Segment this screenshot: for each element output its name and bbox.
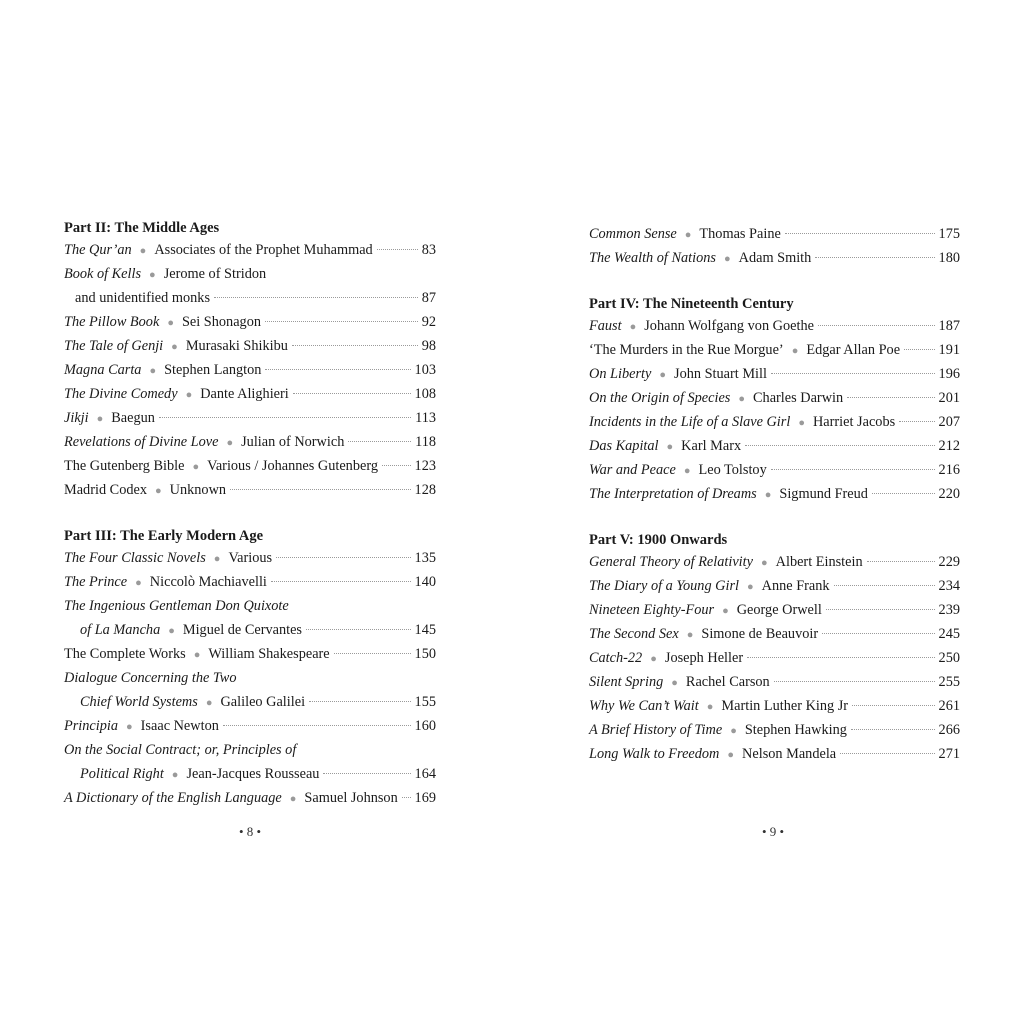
dot-leader [402,797,411,798]
toc-entry [589,622,960,646]
toc-entry [589,410,960,434]
entry-page-number: 212 [938,438,960,454]
dot-leader [899,421,934,422]
entry-author: Samuel Johnson [304,790,398,806]
bullet-separator-icon: ● [730,725,737,737]
section-heading: Part III: The Early Modern Age [64,528,264,544]
toc-entry [589,718,960,742]
bullet-separator-icon: ● [650,653,657,665]
entry-title: Madrid Codex [64,482,147,498]
entry-author: Johann Wolfgang von Goethe [644,318,814,334]
entry-page-number: 250 [938,650,960,666]
entry-page-number: 87 [421,290,436,306]
toc-entry [589,694,960,718]
dot-leader [872,493,935,494]
entry-page-number: 160 [414,718,436,734]
entry-author: Charles Darwin [753,390,844,406]
bullet-separator-icon: ● [764,489,772,501]
entry-title: Jikji [64,410,89,426]
entry-page-number: 234 [938,578,960,594]
entry-title: Silent Spring [589,674,664,690]
bullet-separator-icon: ● [683,465,691,477]
bullet-separator-icon: ● [167,317,174,329]
entry-page-number: 191 [938,342,960,358]
dot-leader [230,489,410,490]
entry-page-number: 140 [414,574,436,590]
entry-page-number: 239 [938,602,960,618]
entry-title: Chief World Systems [80,694,198,710]
entry-author: John Stuart Mill [674,366,767,382]
section-heading: Part V: 1900 Onwards [589,532,728,548]
dot-leader [815,257,934,258]
entry-title: Das Kapital [589,438,659,454]
dot-leader [771,373,935,374]
toc-entry [589,598,960,622]
entry-page-number: 98 [421,338,436,354]
bullet-separator-icon: ● [193,649,201,661]
toc-entry [64,454,436,478]
entry-page-number: 128 [414,482,436,498]
entry-author: Rachel Carson [685,674,770,690]
entry-page-number: 164 [414,766,436,782]
right-page-contents [589,222,960,766]
toc-entry [64,430,436,454]
entry-author: Miguel de Cervantes [182,622,302,638]
bullet-separator-icon: ● [723,253,731,265]
entry-title: Faust [589,318,622,334]
dot-leader [826,609,935,610]
dot-leader [745,445,934,446]
bullet-separator-icon: ● [149,365,157,377]
bullet-separator-icon: ● [727,749,735,761]
dot-leader [747,657,934,658]
entry-title: Revelations of Divine Love [64,434,219,450]
entry-title: The Tale of Genji [64,338,164,354]
entry-author: Karl Marx [681,438,742,454]
bullet-separator-icon: ● [760,557,768,569]
entry-title: The Ingenious Gentleman Don Quixote [64,598,289,614]
entry-author: Leo Tolstoy [698,462,767,478]
toc-entry [64,310,436,334]
entry-page-number: 229 [938,554,960,570]
toc-entry [589,742,960,766]
dot-leader [159,417,411,418]
bullet-separator-icon: ● [168,625,175,637]
entry-author: Jean-Jacques Rousseau [186,766,320,782]
toc-entry [64,358,436,382]
entry-title: Book of Kells [64,266,142,282]
dot-leader [774,681,935,682]
entry-title: Dialogue Concerning the Two [64,670,237,686]
bullet-separator-icon: ● [671,677,678,689]
entry-author: Julian of Norwich [241,434,345,450]
toc-entry [589,222,960,246]
entry-author: Thomas Paine [699,226,781,242]
bullet-separator-icon: ● [171,769,179,781]
bullet-separator-icon: ● [706,701,714,713]
dot-leader [377,249,418,250]
bullet-separator-icon: ● [747,581,754,593]
dot-leader [822,633,934,634]
entry-title: The Interpretation of Dreams [589,486,757,502]
entry-author: George Orwell [736,602,822,618]
bullet-separator-icon: ● [791,345,799,357]
toc-entry [589,338,960,362]
bullet-separator-icon: ● [149,269,156,281]
entry-author: Harriet Jacobs [812,414,896,430]
entry-title: Catch-22 [589,650,643,666]
entry-title: Political Right [80,766,164,782]
toc-entry [64,594,436,618]
entry-title: The Pillow Book [64,314,160,330]
dot-leader [223,725,411,726]
bullet-separator-icon: ● [135,577,142,589]
toc-entry [589,482,960,506]
entry-author: Stephen Langton [164,362,262,378]
entry-page-number: 220 [938,486,960,502]
entry-author: Anne Frank [761,578,830,594]
dot-leader [265,369,410,370]
entry-title: General Theory of Relativity [589,554,753,570]
toc-entry [64,478,436,502]
toc-entry [64,406,436,430]
entry-page-number: 103 [414,362,436,378]
entry-author: William Shakespeare [208,646,330,662]
toc-entry [64,262,436,286]
entry-page-number: 271 [938,746,960,762]
bullet-separator-icon: ● [289,793,297,805]
bullet-separator-icon: ● [722,605,729,617]
dot-leader [309,701,411,702]
entry-author: Adam Smith [738,250,812,266]
entry-title: War and Peace [589,462,676,478]
entry-author: Joseph Heller [664,650,744,666]
entry-author: Dante Alighieri [200,386,289,402]
entry-author: Associates of the Prophet Muhammad [154,242,373,258]
entry-author: Simone de Beauvoir [701,626,819,642]
bullet-separator-icon: ● [192,461,200,473]
entry-page-number: 196 [938,366,960,382]
dot-leader [348,441,411,442]
toc-entry [64,286,436,310]
entry-page-number: 83 [421,242,436,258]
bullet-separator-icon: ● [684,229,692,241]
bullet-separator-icon: ● [738,393,746,405]
bullet-separator-icon: ● [139,245,147,257]
dot-leader [840,753,934,754]
entry-author: Unknown [169,482,227,498]
dot-leader [847,397,934,398]
entry-author: Isaac Newton [140,718,219,734]
entry-title: On Liberty [589,366,652,382]
bullet-separator-icon: ● [659,369,667,381]
dot-leader [771,469,935,470]
toc-entry [64,666,436,690]
section-spacer [589,506,960,530]
toc-entry [589,458,960,482]
bullet-separator-icon: ● [629,321,637,333]
entry-page-number: 145 [414,622,436,638]
entry-author: Sei Shonagon [181,314,261,330]
section-spacer [64,502,436,526]
entry-author: Various / Johannes Gutenberg [207,458,378,474]
entry-page-number: 187 [938,318,960,334]
entry-page-number: 216 [938,462,960,478]
entry-page-number: 135 [414,550,436,566]
dot-leader [306,629,411,630]
entry-title: The Diary of a Young Girl [589,578,740,594]
dot-leader [904,349,934,350]
entry-title: Long Walk to Freedom [589,746,720,762]
entry-title: On the Social Contract; or, Principles of [64,742,297,758]
entry-author: Martin Luther King Jr [721,698,849,714]
toc-entry [64,642,436,666]
entry-title: The Qur’an [64,242,132,258]
entry-page-number: 150 [414,646,436,662]
entry-title: Common Sense [589,226,677,242]
bullet-separator-icon: ● [798,417,805,429]
dot-leader [323,773,410,774]
bullet-separator-icon: ● [686,629,694,641]
dot-leader [834,585,935,586]
entry-author: Various [228,550,273,566]
entry-title: Magna Carta [64,362,142,378]
entry-title: On the Origin of Species [589,390,731,406]
entry-title: Incidents in the Life of a Slave Girl [589,414,791,430]
entry-page-number: 201 [938,390,960,406]
toc-entry [589,362,960,386]
entry-title: The Complete Works [64,646,186,662]
toc-entry [589,434,960,458]
entry-author-continued: and unidentified monks [75,290,211,306]
entry-title: ‘The Murders in the Rue Morgue’ [589,342,784,358]
dot-leader [276,557,410,558]
toc-entry [64,714,436,738]
bullet-separator-icon: ● [213,553,221,565]
entry-page-number: 169 [414,790,436,806]
entry-title: The Second Sex [589,626,679,642]
bullet-separator-icon: ● [226,437,234,449]
toc-entry [64,618,436,642]
entry-author: Stephen Hawking [744,722,847,738]
dot-leader [271,581,411,582]
entry-title: Why We Can’t Wait [589,698,699,714]
toc-entry [64,334,436,358]
entry-page-number: 92 [421,314,436,330]
entry-author: Baegun [111,410,155,426]
entry-page-number: 266 [938,722,960,738]
entry-author: Murasaki Shikibu [185,338,288,354]
dot-leader [293,393,411,394]
entry-title: The Four Classic Novels [64,550,206,566]
bullet-separator-icon: ● [205,697,213,709]
section-spacer [589,270,960,294]
entry-title: Principia [64,718,119,734]
bullet-separator-icon: ● [155,485,162,497]
toc-entry [64,570,436,594]
entry-title: of La Mancha [80,622,161,638]
bullet-separator-icon: ● [666,441,674,453]
dot-leader [265,321,418,322]
entry-page-number: 155 [414,694,436,710]
toc-entry [589,386,960,410]
entry-page-number: 207 [938,414,960,430]
bullet-separator-icon: ● [185,389,193,401]
entry-page-number: 180 [938,250,960,266]
dot-leader [382,465,411,466]
entry-title: Nineteen Eighty-Four [589,602,715,618]
entry-author: Edgar Allan Poe [806,342,901,358]
toc-entry [64,690,436,714]
entry-page-number: 118 [415,434,436,450]
section-heading: Part IV: The Nineteenth Century [589,296,794,312]
toc-entry [589,646,960,670]
entry-page-number: 175 [938,226,960,242]
dot-leader [214,297,418,298]
entry-page-number: 113 [415,410,436,426]
toc-entry [64,382,436,406]
dot-leader [292,345,418,346]
entry-title: The Divine Comedy [64,386,178,402]
dot-leader [334,653,411,654]
entry-page-number: 255 [938,674,960,690]
entry-author: Albert Einstein [775,554,863,570]
entry-title: The Wealth of Nations [589,250,716,266]
entry-title: The Gutenberg Bible [64,458,185,474]
toc-entry [589,574,960,598]
entry-page-number: 245 [938,626,960,642]
entry-page-number: 123 [414,458,436,474]
entry-author: Sigmund Freud [779,486,868,502]
toc-entry [64,762,436,786]
dot-leader [867,561,935,562]
toc-entry [589,314,960,338]
entry-author: Jerome of Stridon [163,266,267,282]
entry-author: Galileo Galilei [220,694,306,710]
dot-leader [852,705,934,706]
toc-entry [64,238,436,262]
toc-entry [589,670,960,694]
entry-author: Niccolò Machiavelli [149,574,267,590]
section-heading: Part II: The Middle Ages [64,220,220,236]
entry-title: The Prince [64,574,128,590]
page-number-right: • 9 • [761,824,785,839]
toc-entry [589,246,960,270]
entry-page-number: 108 [414,386,436,402]
left-page-contents [64,218,436,810]
bullet-separator-icon: ● [126,721,133,733]
dot-leader [818,325,935,326]
entry-author: Nelson Mandela [742,746,837,762]
entry-title: A Brief History of Time [589,722,723,738]
toc-entry [64,546,436,570]
toc-entry [589,550,960,574]
entry-page-number: 261 [938,698,960,714]
page-number-left: • 8 • [238,824,262,839]
dot-leader [785,233,935,234]
toc-entry [64,786,436,810]
bullet-separator-icon: ● [96,413,104,425]
entry-title: A Dictionary of the English Language [64,790,282,806]
toc-entry [64,738,436,762]
bullet-separator-icon: ● [171,341,178,353]
dot-leader [851,729,935,730]
